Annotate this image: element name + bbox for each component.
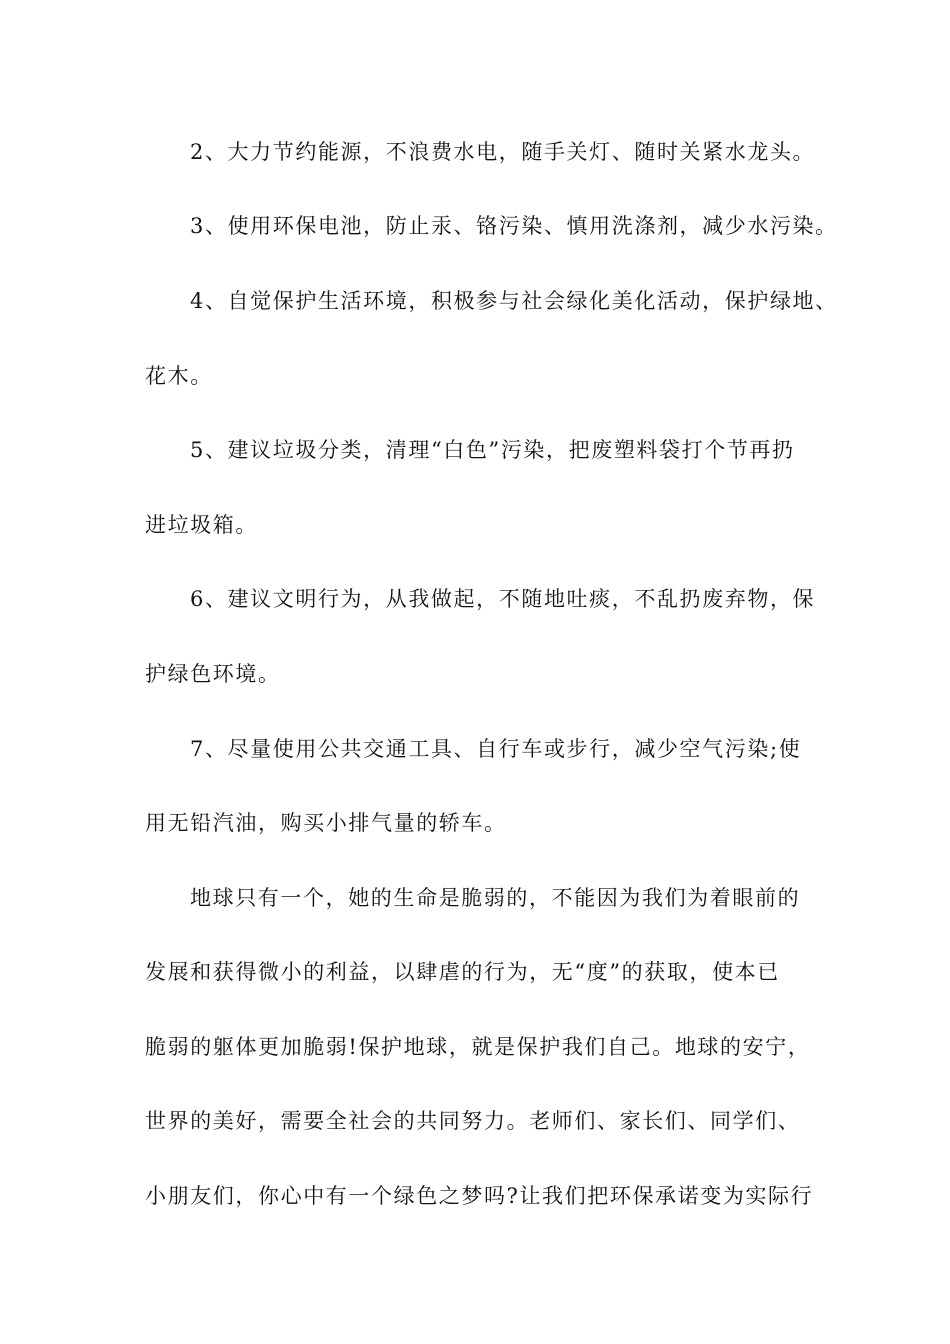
paragraph-line-closing-5: 小朋友们，你心中有一个绿色之梦吗?让我们把环保承诺变为实际行 bbox=[145, 1184, 814, 1208]
paragraph-line-item-7: 7、尽量使用公共交通工具、自行车或步行，减少空气污染;使 bbox=[190, 737, 802, 761]
paragraph-line-item-6-cont: 护绿色环境。 bbox=[145, 662, 281, 686]
paragraph-line-item-5-cont: 进垃圾箱。 bbox=[145, 513, 258, 537]
paragraph-line-item-5: 5、建议垃圾分类，清理“白色”污染，把废塑料袋打个节再扔 bbox=[190, 438, 795, 462]
paragraph-line-closing: 地球只有一个，她的生命是脆弱的，不能因为我们为着眼前的 bbox=[190, 886, 801, 910]
paragraph-line-item-3: 3、使用环保电池，防止汞、铬污染、慎用洗涤剂，减少水污染。 bbox=[190, 214, 838, 238]
paragraph-line-closing-4: 世界的美好，需要全社会的共同努力。老师们、家长们、同学们、 bbox=[145, 1109, 801, 1133]
paragraph-line-item-4: 4、自觉保护生活环境，积极参与社会绿化美化活动，保护绿地、 bbox=[190, 289, 838, 313]
paragraph-line-item-7-cont: 用无铅汽油，购买小排气量的轿车。 bbox=[145, 811, 507, 835]
paragraph-line-item-2: 2、大力节约能源，不浪费水电，随手关灯、随时关紧水龙头。 bbox=[190, 140, 816, 164]
paragraph-line-item-6: 6、建议文明行为，从我做起，不随地吐痰，不乱扔废弃物，保 bbox=[190, 587, 816, 611]
paragraph-line-closing-3: 脆弱的躯体更加脆弱!保护地球，就是保护我们自己。地球的安宁， bbox=[145, 1035, 811, 1059]
paragraph-line-closing-2: 发展和获得微小的利益，以肆虐的行为，无“度”的获取，使本已 bbox=[145, 960, 780, 984]
paragraph-line-item-4-cont: 花木。 bbox=[145, 364, 213, 388]
